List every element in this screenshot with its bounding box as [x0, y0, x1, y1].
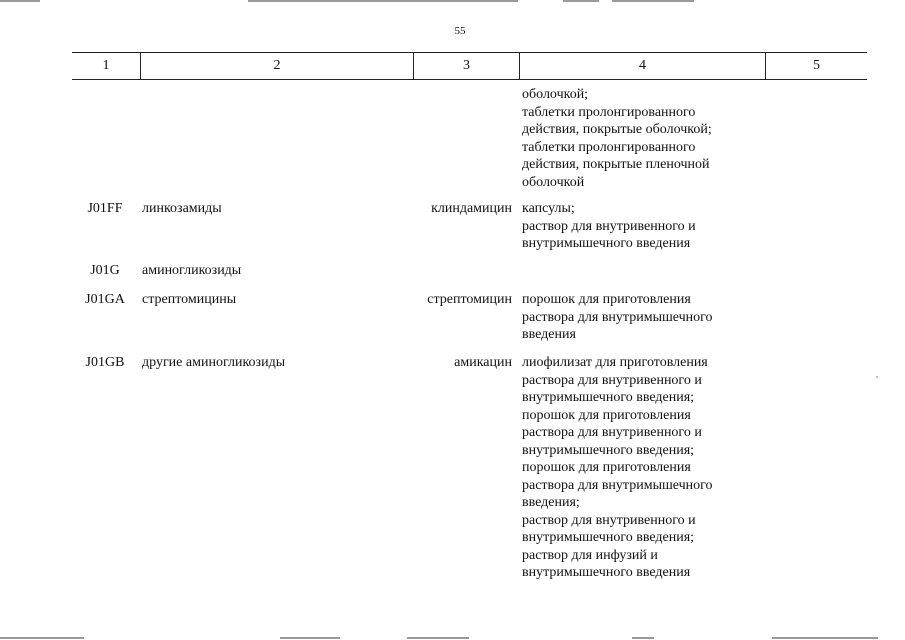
group-name: линкозамиды — [142, 201, 222, 216]
scan-edge-line — [612, 0, 694, 2]
scan-edge-line — [0, 0, 40, 2]
atc-code: J01GA — [85, 292, 125, 307]
group-name: другие аминогликозиды — [142, 355, 286, 370]
scan-speck — [876, 376, 878, 378]
scan-edge-line — [407, 637, 469, 639]
drug-name: стрептомицин — [427, 292, 512, 307]
drug-name: клиндамицин — [431, 201, 512, 216]
header-col-4: 4 — [519, 53, 765, 79]
dosage-forms: лиофилизат для приготовления раствора для внутривенного и внутримышечного введения; порошок для приготовления раствора для внутривенного и внутримышечного введения; порошок для приготовления раствора для внутримышечного введения; раствор для внутривенного и внутримышечного введения; раствор для инфузий и внутримышечного введения — [522, 355, 713, 580]
header-col-2: 2 — [140, 53, 413, 79]
atc-code: J01G — [90, 263, 120, 278]
dosage-forms: капсулы; раствор для внутривенного и внутримышечного введения — [522, 201, 696, 251]
atc-code: J01GB — [85, 355, 125, 370]
dosage-forms: оболочкой; таблетки пролонгированного действия, покрытые оболочкой; таблетки пролонгированного действия, покрытые пленочной оболочкой — [522, 87, 712, 190]
scan-edge-line — [0, 637, 84, 639]
scan-edge-line — [772, 637, 878, 639]
dosage-forms: порошок для приготовления раствора для внутримышечного введения — [522, 292, 713, 342]
scan-edge-line — [632, 637, 654, 639]
header-col-5: 5 — [765, 53, 867, 79]
table-header — [72, 52, 867, 80]
header-col-1: 1 — [102, 58, 110, 73]
atc-code: J01FF — [87, 201, 123, 216]
scan-edge-line — [248, 0, 518, 2]
scan-edge-line — [280, 637, 340, 639]
group-name: стрептомицины — [142, 292, 237, 307]
page-number: 55 — [454, 25, 466, 37]
scan-edge-line — [563, 0, 599, 2]
group-name: аминогликозиды — [142, 263, 242, 278]
drug-name: амикацин — [454, 355, 512, 370]
header-col-3: 3 — [413, 53, 519, 79]
